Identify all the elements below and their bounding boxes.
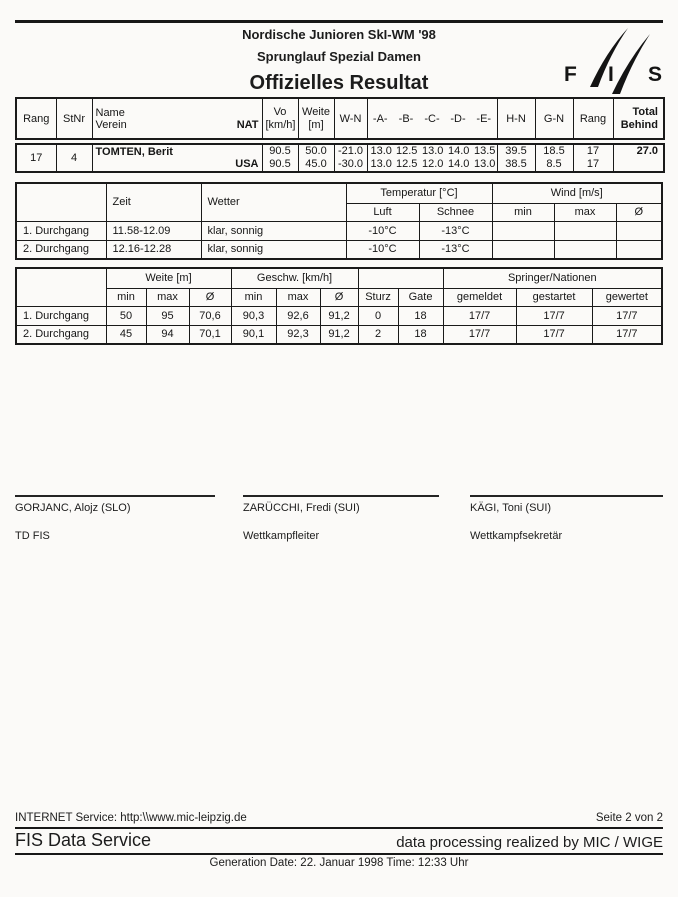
judge-mark-cell-b [393,144,419,172]
footer-row-service [15,830,663,855]
col-header-wn: W-N [334,98,367,139]
col-header-nat: NAT [236,118,259,131]
hn-run1: 39.5 [505,145,527,157]
judge-b-run2: 12.5 [396,158,418,170]
stats-blank-header [358,268,443,288]
rang-run1: 17 [586,145,600,157]
col-header-gestartet: gestartet [516,288,592,306]
col-header-judge-e: -E- [471,98,497,139]
col-header-judge-a: -A- [367,98,393,139]
data-processing-text: data processing realized by MIC / WIGE [396,834,663,851]
wind-avg-value [616,221,662,240]
geschw-min: 90,1 [231,325,276,344]
judge-b-run1: 12.5 [396,145,418,157]
col-header-total-behind [613,98,664,139]
weite-max: 95 [146,306,189,325]
wn-run2: -30.0 [337,158,364,170]
sturz-value: 2 [358,325,398,344]
weather-table [15,182,663,260]
logo-letter-s: S [648,63,663,86]
signature-role: Wettkampfsekretär [470,530,563,542]
col-header-weite [298,98,334,139]
geschw-avg: 91,2 [320,325,358,344]
page-title: Offizielles Resultat [249,72,429,94]
wetter-value: klar, sonnig [201,221,346,240]
wetter-value: klar, sonnig [201,240,346,259]
wn-run1: -21.0 [337,145,364,157]
table-row [16,221,662,240]
event-title: Nordische Junioren SkI-WM '98 [242,27,436,42]
zeit-value: 11.58-12.09 [106,221,201,240]
gemeldet-value: 17/7 [443,306,516,325]
cell-rang: 17 [16,144,56,172]
cell-vo [262,144,298,172]
col-header-verein: Verein [95,118,127,131]
top-rule [15,20,663,23]
col-header-w-max: max [146,288,189,306]
judge-mark-cell-a [367,144,393,172]
col-header-temperatur: Temperatur [°C] [346,183,492,203]
col-header-weite-line1: Weite [302,105,330,118]
col-header-rang: Rang [16,98,56,139]
table-row [16,325,662,344]
col-header-w-min: min [106,288,146,306]
col-header-gewertet: gewertet [592,288,662,306]
total-points: 27.0 [636,145,658,157]
col-header-total-line1: Total [632,105,658,118]
col-header-springer-group: Springer/Nationen [443,268,662,288]
table-row [16,240,662,259]
col-header-weite-line2: [m] [308,118,324,131]
wind-max-value [554,221,616,240]
cell-hn [497,144,535,172]
weite-avg: 70,1 [189,325,231,344]
generation-date: Generation Date: 22. Januar 1998 Time: 12:33 Uhr [209,857,469,869]
judge-mark-cell-c [419,144,445,172]
judge-d-run1: 14.0 [448,145,470,157]
schnee-value: -13°C [419,221,492,240]
run-label: 1. Durchgang [16,306,106,325]
results-table-header [15,97,665,140]
weite-run1: 50.0 [305,145,327,157]
geschw-avg: 91,2 [320,306,358,325]
gn-run1: 18.5 [543,145,565,157]
signature-name: GORJANC, Alojz (SLO) [15,502,131,514]
signature-name: KÄGI, Toni (SUI) [470,502,552,514]
gemeldet-value: 17/7 [443,325,516,344]
col-header-geschw-group: Geschw. [km/h] [231,268,358,288]
run-label: 2. Durchgang [16,325,106,344]
gestartet-value: 17/7 [516,306,592,325]
gestartet-value: 17/7 [516,325,592,344]
judge-d-run2: 14.0 [448,158,470,170]
cell-gn [535,144,573,172]
behind-value [617,158,659,171]
col-header-vo-line2: [km/h] [265,118,296,131]
table-row [16,144,664,172]
cell-wn [334,144,367,172]
judge-e-run2: 13.0 [474,158,496,170]
col-header-w-avg: Ø [189,288,231,306]
weite-max: 94 [146,325,189,344]
fis-data-service-text: FIS Data Service [15,830,152,850]
col-header-g-min: min [231,288,276,306]
weite-avg: 70,6 [189,306,231,325]
stats-corner-cell [16,268,106,306]
cell-name-nat [92,144,262,172]
signature-name: ZARÜCCHI, Fredi (SUI) [243,502,360,514]
schnee-value: -13°C [419,240,492,259]
cell-rang-per-run [573,144,613,172]
col-header-g-max: max [276,288,320,306]
col-header-zeit: Zeit [106,183,201,221]
judge-mark-cell-e [471,144,497,172]
col-header-vo [262,98,298,139]
judge-a-run1: 13.0 [370,145,392,157]
col-header-weite-group: Weite [m] [106,268,231,288]
internet-service-text: INTERNET Service: http:\\www.mic-leipzig.de [15,812,247,824]
col-header-wind-avg: Ø [616,203,662,221]
run-label: 1. Durchgang [16,221,106,240]
rang-run2: 17 [586,158,600,170]
geschw-min: 90,3 [231,306,276,325]
fis-logo-icon [560,24,666,94]
col-header-judge-d: -D- [445,98,471,139]
col-header-wetter: Wetter [201,183,346,221]
col-header-schnee: Schnee [419,203,492,221]
sturz-value: 0 [358,306,398,325]
signature-role: Wettkampfleiter [243,530,320,542]
col-header-judge-b: -B- [393,98,419,139]
judge-c-run1: 13.0 [422,145,444,157]
zeit-value: 12.16-12.28 [106,240,201,259]
athlete-name: TOMTEN, Berit [95,146,173,158]
event-subtitle: Sprunglauf Spezial Damen [257,49,421,64]
page-number: Seite 2 von 2 [595,812,663,824]
judge-a-run2: 13.0 [370,158,392,170]
col-header-rang2: Rang [573,98,613,139]
col-header-wind-max: max [554,203,616,221]
col-header-total-line2: Behind [620,118,658,131]
stats-table [15,267,663,345]
weather-corner-cell [16,183,106,221]
logo-letter-f: F [564,63,577,86]
wind-avg-value [616,240,662,259]
table-row [16,306,662,325]
col-header-stnr: StNr [56,98,92,139]
luft-value: -10°C [346,221,419,240]
wind-min-value [492,221,554,240]
col-header-luft: Luft [346,203,419,221]
col-header-hn: H-N [497,98,535,139]
vo-run1: 90.5 [269,145,291,157]
wind-max-value [554,240,616,259]
judge-mark-cell-d [445,144,471,172]
gate-value: 18 [398,325,443,344]
col-header-wind-min: min [492,203,554,221]
judge-c-run2: 12.0 [422,158,444,170]
logo-letter-i: I [608,63,614,86]
gewertet-value: 17/7 [592,306,662,325]
weite-run2: 45.0 [305,158,327,170]
geschw-max: 92,6 [276,306,320,325]
judge-e-run1: 13.5 [474,145,496,157]
gewertet-value: 17/7 [592,325,662,344]
col-header-wind: Wind [m/s] [492,183,662,203]
weite-min: 50 [106,306,146,325]
col-header-vo-line1: Vo [273,105,287,118]
wind-min-value [492,240,554,259]
gn-run2: 8.5 [546,158,562,170]
signature-role: TD FIS [15,530,50,542]
col-header-sturz: Sturz [358,288,398,306]
col-header-gn: G-N [535,98,573,139]
col-header-gate: Gate [398,288,443,306]
col-header-gemeldet: gemeldet [443,288,516,306]
cell-weite [298,144,334,172]
cell-stnr: 4 [56,144,92,172]
gate-value: 18 [398,306,443,325]
signature-block-wettkampfsekretaer [470,495,663,542]
col-header-judge-c: -C- [419,98,445,139]
weite-min: 45 [106,325,146,344]
signature-block-td [15,495,215,542]
col-header-name: Name [95,106,125,119]
vo-run2: 90.5 [269,158,291,170]
athlete-nation: USA [235,158,259,170]
geschw-max: 92,3 [276,325,320,344]
results-table-data [15,143,665,173]
cell-total [613,144,664,172]
run-label: 2. Durchgang [16,240,106,259]
fis-logo [560,24,666,94]
luft-value: -10°C [346,240,419,259]
col-header-g-avg: Ø [320,288,358,306]
signature-block-wettkampfleiter [243,495,439,542]
footer-row-internet [15,812,663,829]
col-header-name-verein [92,98,262,139]
hn-run2: 38.5 [505,158,527,170]
